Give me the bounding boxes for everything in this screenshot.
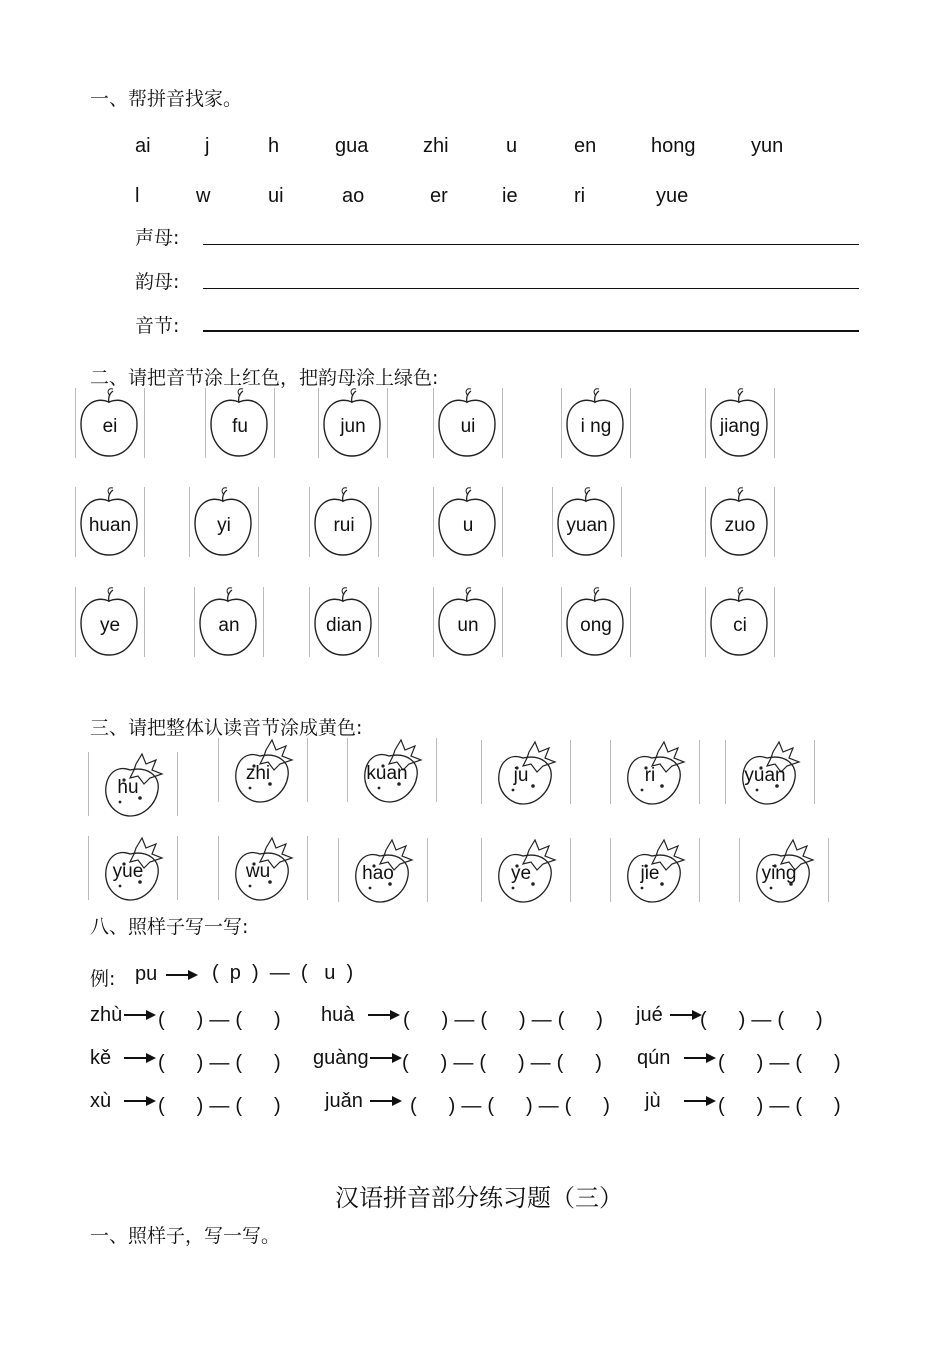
- strawberry-label: wu: [245, 861, 271, 882]
- line-label-yinjie: 音节:: [135, 315, 180, 337]
- arrow-icon: [124, 1094, 156, 1108]
- line-label-yunmu: 韵母:: [135, 271, 180, 293]
- example-answer-b: u: [324, 962, 336, 984]
- answer-line-yunmu[interactable]: [203, 288, 859, 289]
- apple-label: i ng: [580, 416, 612, 437]
- apple-item[interactable]: [75, 388, 145, 460]
- apple-item[interactable]: [433, 388, 503, 460]
- arrow-icon: [370, 1051, 402, 1065]
- pinyin-item: er: [430, 185, 448, 207]
- answer-blanks[interactable]: ( )—( )—( ): [403, 1009, 609, 1031]
- pinyin-item: yue: [656, 185, 689, 207]
- answer-blanks[interactable]: ( )—( ): [700, 1009, 829, 1031]
- apple-item[interactable]: [561, 388, 631, 460]
- strawberry-item[interactable]: [739, 838, 829, 904]
- arrow-icon: [124, 1008, 156, 1022]
- apple-label: ye: [99, 615, 121, 636]
- apple-label: dian: [326, 615, 362, 636]
- apple-label: ci: [733, 615, 747, 636]
- arrow-icon: [684, 1094, 716, 1108]
- strawberry-label: jie: [640, 863, 660, 884]
- apple-item[interactable]: [205, 388, 275, 460]
- apple-label: un: [457, 615, 479, 636]
- arrow-icon: [370, 1094, 402, 1108]
- answer-line-yinjie[interactable]: [203, 330, 859, 332]
- exercise-word: jù: [645, 1090, 661, 1112]
- pinyin-item: gua: [335, 135, 369, 157]
- pinyin-item: ie: [502, 185, 518, 207]
- answer-blanks[interactable]: ( )—( ): [158, 1052, 287, 1074]
- strawberry-item[interactable]: [347, 738, 437, 804]
- example-paren: ( p ) — ( u ): [212, 962, 354, 984]
- strawberry-item[interactable]: [88, 836, 178, 902]
- answer-blanks[interactable]: ( )—( ): [718, 1095, 847, 1117]
- apple-label: rui: [333, 515, 355, 536]
- example-answer-a: p: [229, 962, 241, 984]
- strawberry-label: ye: [510, 863, 532, 884]
- apple-item[interactable]: [561, 587, 631, 659]
- apple-label: yi: [217, 515, 231, 536]
- example-word: pu: [135, 963, 158, 985]
- pinyin-item: zhi: [423, 135, 449, 157]
- pinyin-item: w: [196, 185, 211, 207]
- section3-heading: 三、请把整体认读音节涂成黄色:: [90, 717, 363, 739]
- arrow-icon: [368, 1008, 400, 1022]
- apple-label: an: [218, 615, 240, 636]
- apple-label: yuan: [566, 515, 608, 536]
- section1-heading: 一、帮拼音找家。: [90, 88, 243, 110]
- apple-item[interactable]: [189, 487, 259, 559]
- example-label: 例:: [90, 968, 116, 990]
- section2-heading: 二、请把音节涂上红色，把韵母涂上绿色:: [90, 367, 439, 389]
- strawberry-item[interactable]: [218, 738, 308, 804]
- exercise-word: kě: [90, 1047, 112, 1069]
- strawberry-item[interactable]: [481, 838, 571, 904]
- strawberry-item[interactable]: [481, 740, 571, 806]
- pinyin-item: h: [268, 135, 280, 157]
- apple-item[interactable]: [309, 587, 379, 659]
- apple-label: jiang: [719, 416, 761, 437]
- apple-item[interactable]: [552, 487, 622, 559]
- answer-blanks[interactable]: ( )—( )—( ): [402, 1052, 608, 1074]
- strawberry-label: yue: [112, 861, 144, 882]
- apple-label: zuo: [724, 515, 756, 536]
- pinyin-item: u: [506, 135, 518, 157]
- strawberry-label: kuan: [366, 763, 408, 784]
- exercise-word: huà: [321, 1004, 355, 1026]
- pinyin-item: yun: [751, 135, 784, 157]
- exercise-word: xù: [90, 1090, 112, 1112]
- answer-blanks[interactable]: ( )—( ): [158, 1095, 287, 1117]
- strawberry-item[interactable]: [725, 740, 815, 806]
- apple-item[interactable]: [433, 487, 503, 559]
- exercise-word: jué: [636, 1004, 663, 1026]
- pinyin-item: l: [135, 185, 140, 207]
- section8-heading: 八、照样子写一写:: [90, 916, 249, 938]
- strawberry-label: ying: [761, 863, 797, 884]
- apple-item[interactable]: [705, 587, 775, 659]
- apple-item[interactable]: [705, 388, 775, 460]
- strawberry-label: zhi: [245, 763, 271, 784]
- arrow-icon: [670, 1008, 702, 1022]
- strawberry-item[interactable]: [610, 838, 700, 904]
- strawberry-label: hao: [362, 863, 394, 884]
- strawberry-label: ri: [644, 765, 656, 786]
- answer-blanks[interactable]: ( )—( ): [718, 1052, 847, 1074]
- strawberry-item[interactable]: [338, 838, 428, 904]
- pinyin-item: en: [574, 135, 597, 157]
- apple-label: ong: [580, 615, 612, 636]
- apple-item[interactable]: [75, 587, 145, 659]
- strawberry-label: ju: [513, 765, 529, 786]
- pinyin-item: j: [205, 135, 210, 157]
- apple-item[interactable]: [194, 587, 264, 659]
- pinyin-item: ai: [135, 135, 151, 157]
- apple-item[interactable]: [433, 587, 503, 659]
- apple-label: ui: [460, 416, 476, 437]
- strawberry-item[interactable]: [610, 740, 700, 806]
- apple-label: fu: [232, 416, 248, 437]
- pinyin-item: ui: [268, 185, 284, 207]
- strawberry-label: hu: [117, 777, 139, 798]
- strawberry-label: yuan: [744, 765, 786, 786]
- part3-heading: 一、照样子，写一写。: [90, 1225, 281, 1247]
- strawberry-item[interactable]: [218, 836, 308, 902]
- arrow-icon: [166, 968, 198, 982]
- line-label-shengmu: 声母:: [135, 227, 180, 249]
- apple-label: jun: [340, 416, 366, 437]
- exercise-word: guàng: [313, 1047, 369, 1069]
- answer-blanks[interactable]: ( )—( )—( ): [410, 1095, 616, 1117]
- apple-label: ei: [102, 416, 118, 437]
- arrow-icon: [684, 1051, 716, 1065]
- answer-blanks[interactable]: ( )—( ): [158, 1009, 287, 1031]
- apple-item[interactable]: [705, 487, 775, 559]
- apple-item[interactable]: [318, 388, 388, 460]
- exercise-word: zhù: [90, 1004, 123, 1026]
- pinyin-item: ao: [342, 185, 365, 207]
- exercise-word: qún: [637, 1047, 671, 1069]
- pinyin-item: hong: [651, 135, 696, 157]
- apple-item[interactable]: [309, 487, 379, 559]
- page-title: 汉语拼音部分练习题（三）: [335, 1184, 623, 1212]
- strawberry-item[interactable]: [88, 752, 178, 818]
- exercise-word: juǎn: [325, 1090, 363, 1112]
- answer-line-shengmu[interactable]: [203, 244, 859, 245]
- apple-item[interactable]: [75, 487, 145, 559]
- arrow-icon: [124, 1051, 156, 1065]
- apple-label: u: [462, 515, 474, 536]
- apple-label: huan: [88, 515, 132, 536]
- pinyin-item: ri: [574, 185, 586, 207]
